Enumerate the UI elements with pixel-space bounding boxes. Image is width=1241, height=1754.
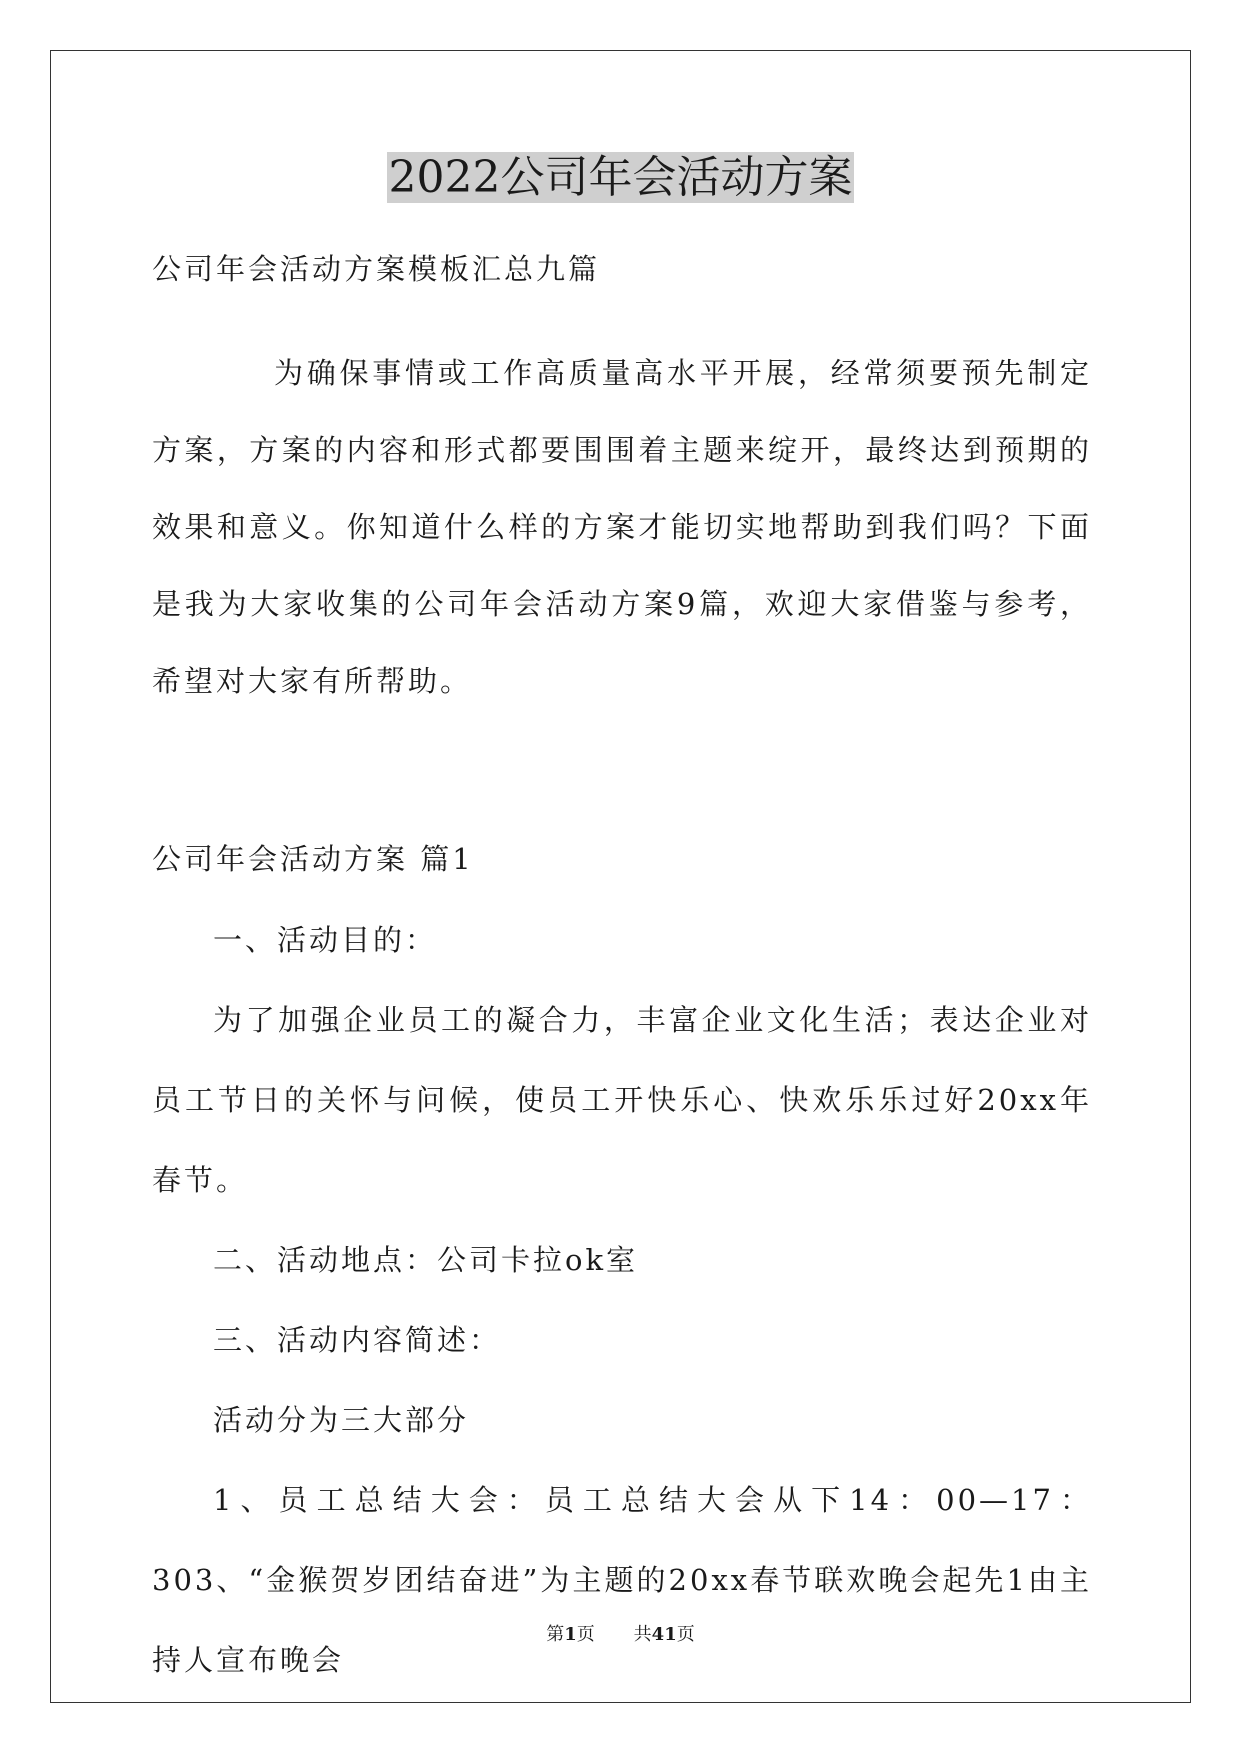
- footer-prefix: 第: [546, 1624, 565, 1645]
- intro-paragraph: 为确保事情或工作高质量高水平开展，经常须要预先制定方案，方案的内容和形式都要围围着主题来绽开，最终达到预期的效果和意义。你知道什么样的方案才能切实地帮助到我们吗？下面是我为大家收集的公司年会活动方案9篇，欢迎大家借鉴与参考，希望对大家有所帮助。: [152, 356, 1092, 698]
- document-title: [0, 148, 1241, 208]
- page-footer: [0, 1620, 1241, 1646]
- section-heading: 公司年会活动方案 篇1: [152, 842, 474, 876]
- document-subtitle: 公司年会活动方案模板汇总九篇: [152, 252, 601, 286]
- footer-page-suffix: 页: [576, 1624, 595, 1645]
- page-number: 1: [564, 1624, 577, 1645]
- total-pages: 41: [651, 1624, 677, 1645]
- paragraph: 为了加强企业员工的凝合力，丰富企业文化生活；表达企业对员工节日的关怀与问候，使员工开快乐心、快欢乐乐过好20xx年春节。: [152, 1003, 1092, 1197]
- paragraph: 三、活动内容简述：: [213, 1323, 502, 1357]
- section-body: [152, 900, 1092, 1700]
- paragraph: 一、活动目的：: [213, 923, 438, 957]
- document-title-text: 2022公司年会活动方案: [388, 152, 853, 203]
- paragraph: 1、员工总结大会：员工总结大会从下14：00—17：303、“金猴贺岁团结奋进”为主题的20xx春节联欢晚会起先1由主持人宣布晚会: [152, 1483, 1092, 1677]
- footer-total-prefix: 共: [633, 1624, 652, 1645]
- paragraph: 活动分为三大部分: [213, 1403, 470, 1437]
- footer-total-suffix: 页: [676, 1624, 695, 1645]
- paragraph: 二、活动地点：公司卡拉ok室: [213, 1243, 639, 1277]
